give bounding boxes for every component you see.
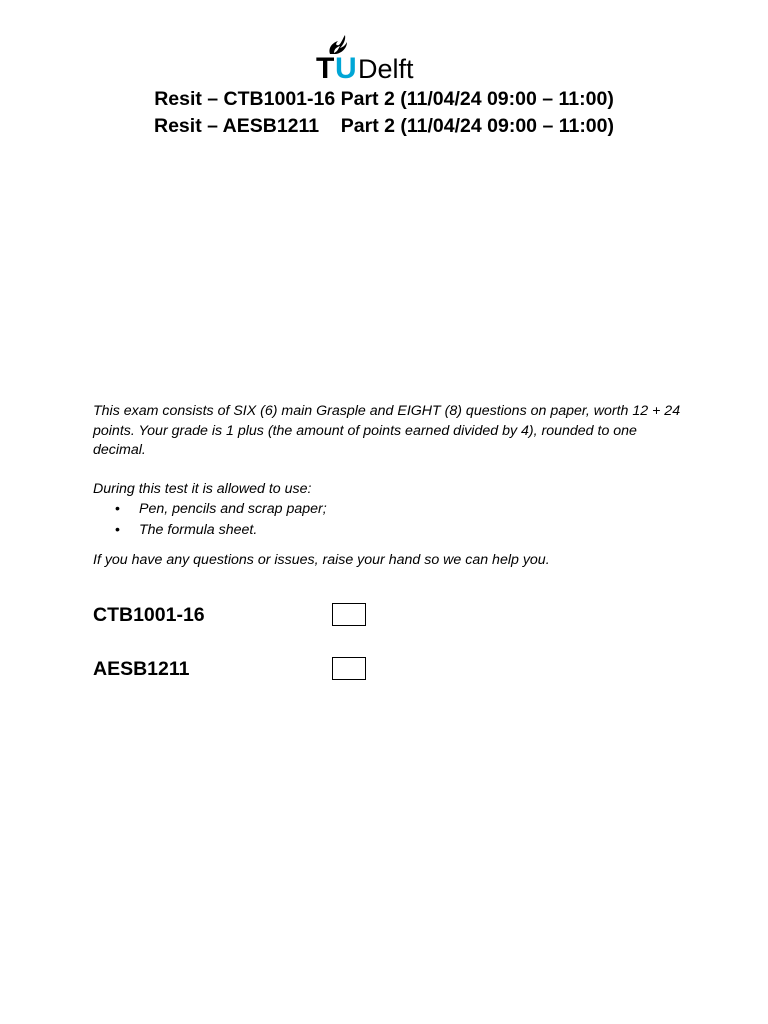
title-line-aesb: Resit – AESB1211 Part 2 (11/04/24 09:00 – 11:00) <box>154 115 614 137</box>
bullet-icon: • <box>115 522 120 538</box>
allowed-list <box>93 499 683 541</box>
logo-u: U <box>335 52 357 82</box>
list-item-text: The formula sheet. <box>139 522 258 538</box>
course-label: CTB1001-16 <box>93 604 205 626</box>
exam-title <box>0 86 768 140</box>
logo-t: T <box>316 52 335 82</box>
instructions <box>93 402 683 571</box>
bullet-icon: • <box>115 501 120 517</box>
allowed-heading: During this test it is allowed to use: <box>93 480 312 497</box>
course-checkbox-aesb1211[interactable] <box>332 657 366 680</box>
course-checkbox-ctb1001-16[interactable] <box>332 603 366 626</box>
course-row-ctb1001-16 <box>93 602 393 632</box>
help-paragraph: If you have any questions or issues, raise your hand so we can help you. <box>93 552 550 568</box>
logo-delft: Delft <box>358 54 414 82</box>
title-line-ctb: Resit – CTB1001-16 Part 2 (11/04/24 09:00 – 11:00) <box>154 88 614 110</box>
list-item-text: Pen, pencils and scrap paper; <box>139 501 327 517</box>
intro-paragraph: This exam consists of SIX (6) main Grasple and EIGHT (8) questions on paper, worth 12 + 24 points. Your grade is 1 plus (the amount of points earned divided by 4), rounded to one decimal. <box>93 403 681 458</box>
list-item <box>93 520 683 541</box>
tu-delft-logo <box>316 34 438 82</box>
course-row-aesb1211 <box>93 656 393 686</box>
course-label: AESB1211 <box>93 658 190 680</box>
list-item <box>93 499 683 520</box>
